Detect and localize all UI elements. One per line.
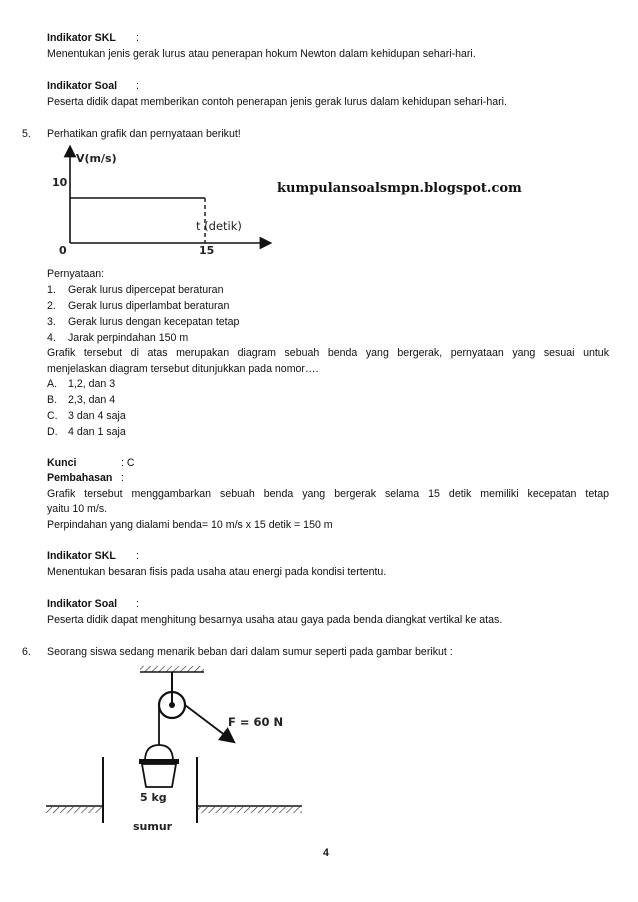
option-text: 1,2, dan 3 (68, 378, 116, 390)
indikator-soal-text: Peserta didik dapat memberikan contoh penerapan jenis gerak lurus dalam kehidupan sehari-hari. (47, 96, 507, 108)
statement-text: Gerak lurus dengan kecepatan tetap (68, 316, 240, 328)
bucket-handle (145, 745, 173, 761)
statement-number: 1. (47, 284, 56, 296)
well-label: sumur (133, 820, 173, 833)
ground-hatch-left (46, 807, 103, 813)
statements-title: Pernyataan: (47, 268, 105, 280)
origin-label: 0 (59, 244, 67, 257)
question-5-prompt: Perhatikan grafik dan pernyataan berikut! (47, 128, 241, 140)
statement-text: Jarak perpindahan 150 m (68, 332, 189, 344)
option-text: 2,3, dan 4 (68, 394, 116, 406)
pembahasan-text-line2: yaitu 10 m/s. (47, 503, 108, 515)
blog-watermark: kumpulansoalsmpn.blogspot.com (277, 181, 522, 196)
kunci-label: Kunci (47, 457, 77, 469)
pulley-well-figure (40, 663, 310, 843)
option-letter: B. (47, 394, 58, 406)
indikator-soal-colon: : (136, 80, 139, 92)
statement-text: Gerak lurus diperlambat beraturan (68, 300, 230, 312)
force-label: F = 60 N (228, 715, 284, 729)
velocity-time-graph (48, 145, 288, 265)
page-number: 4 (323, 847, 329, 859)
x-tick-label: 15 (199, 244, 215, 257)
statement-number: 2. (47, 300, 56, 312)
mass-label: 5 kg (140, 791, 167, 804)
option-text: 4 dan 1 saja (68, 426, 126, 438)
statement-number: 3. (47, 316, 56, 328)
ceiling-hatch (140, 666, 204, 672)
ground-hatch-right (197, 807, 302, 813)
y-axis-label: V(m/s) (76, 152, 117, 165)
indikator-skl-colon: : (136, 550, 139, 562)
indikator-skl-label: Indikator SKL (47, 550, 116, 562)
kunci-value: : C (121, 457, 135, 469)
x-axis-label: t (detik) (196, 219, 242, 233)
y-tick-label: 10 (52, 176, 68, 189)
indikator-skl-label: Indikator SKL (47, 32, 116, 44)
question-5-text-line1: Grafik tersebut di atas merupakan diagram sebuah benda yang bergerak, pernyataan yang sesuai untuk (47, 347, 609, 359)
question-6-number: 6. (22, 646, 31, 658)
statement-text: Gerak lurus dipercepat beraturan (68, 284, 224, 296)
indikator-skl-text: Menentukan jenis gerak lurus atau penerapan hokum Newton dalam kehidupan sehari-hari. (47, 48, 476, 60)
pembahasan-label: Pembahasan (47, 472, 113, 484)
pembahasan-text-line3: Perpindahan yang dialami benda= 10 m/s x 15 detik = 150 m (47, 519, 333, 531)
indikator-soal-text: Peserta didik dapat menghitung besarnya usaha atau gaya pada benda diangkat vertikal ke atas. (47, 614, 503, 626)
option-letter: D. (47, 426, 58, 438)
indikator-soal-label: Indikator Soal (47, 598, 118, 610)
rope-pull (185, 705, 230, 739)
bucket-body (142, 764, 176, 787)
indikator-soal-colon: : (136, 598, 139, 610)
question-6-prompt: Seorang siswa sedang menarik beban dari dalam sumur seperti pada gambar berikut : (47, 646, 453, 658)
option-letter: C. (47, 410, 58, 422)
option-text: 3 dan 4 saja (68, 410, 126, 422)
pulley-axle (169, 702, 175, 708)
indikator-skl-colon: : (136, 32, 139, 44)
question-5-number: 5. (22, 128, 31, 140)
pembahasan-colon: : (121, 472, 124, 484)
option-letter: A. (47, 378, 58, 390)
indikator-soal-label: Indikator Soal (47, 80, 118, 92)
question-5-text-line2: menjelaskan diagram tersebut ditunjukkan pada nomor…. (47, 363, 319, 375)
statement-number: 4. (47, 332, 56, 344)
indikator-skl-text: Menentukan besaran fisis pada usaha atau energi pada kondisi tertentu. (47, 566, 387, 578)
pembahasan-text-line1: Grafik tersebut menggambarkan sebuah benda yang bergerak selama 15 detik memiliki kecepatan tetap (47, 488, 609, 500)
